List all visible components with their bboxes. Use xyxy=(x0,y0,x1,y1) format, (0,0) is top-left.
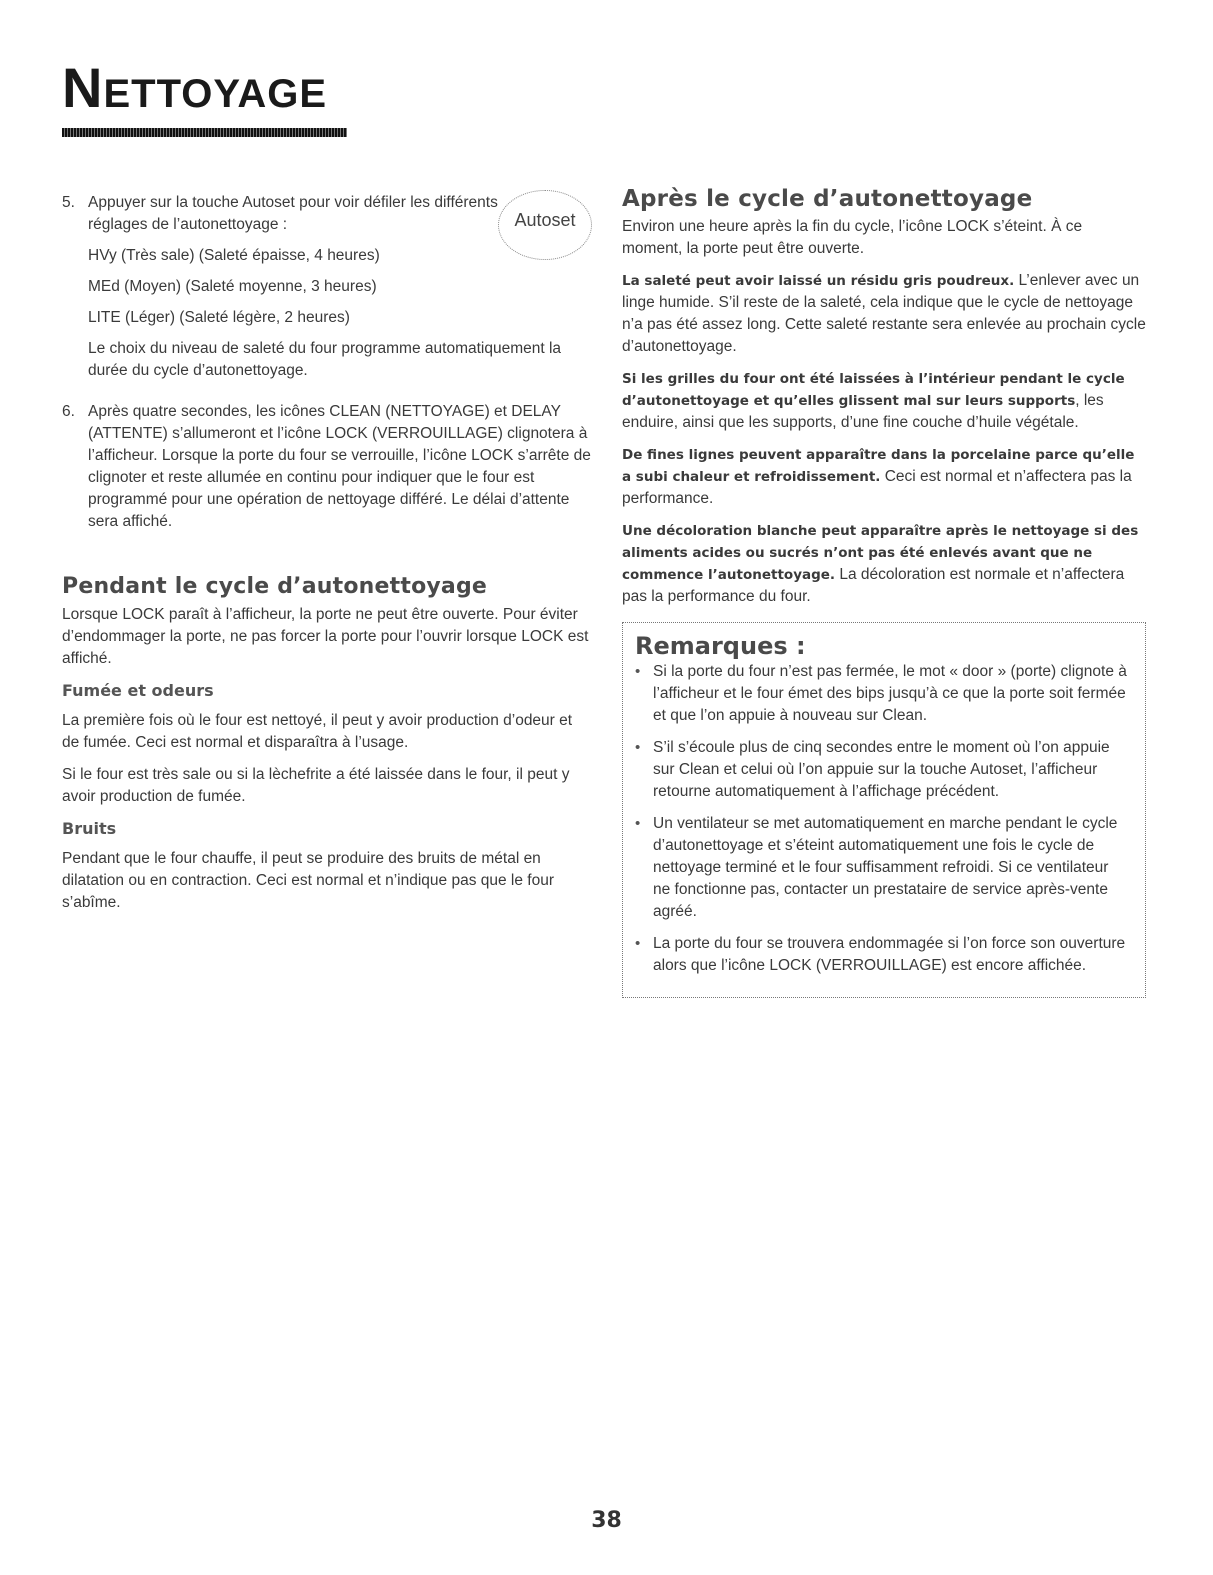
remark-item xyxy=(635,813,1127,923)
bullet-icon: • xyxy=(635,815,641,832)
page-title-initial: N xyxy=(62,56,104,119)
page-number: 38 xyxy=(591,1508,622,1533)
title-underline xyxy=(62,128,347,137)
remark-item xyxy=(635,661,1127,727)
step-5-intro: Appuyer sur la touche Autoset pour voir défiler les différents réglages de l’autonettoyage : xyxy=(88,194,498,233)
remarks-box xyxy=(622,622,1146,998)
setting-medium: MEd (Moyen) (Saleté moyenne, 3 heures) xyxy=(88,278,377,295)
heading-noises: Bruits xyxy=(62,819,117,838)
remarks-list xyxy=(635,661,1127,977)
step-6-body xyxy=(88,401,592,542)
right-column xyxy=(622,188,1146,998)
lines-rest: Ceci est normal et n’affectera pas la performance. xyxy=(622,468,1132,507)
setting-heavy: HVy (Très sale) (Saleté épaisse, 4 heures) xyxy=(88,247,380,264)
remark-item xyxy=(635,737,1127,803)
racks-rest: , les enduire, ainsi que les supports, d’une fine couche d’huile végétale. xyxy=(622,392,1104,431)
heading-smoke-odors: Fumée et odeurs xyxy=(62,681,214,700)
smoke-text-1: La première fois où le four est nettoyé, il peut y avoir production d’odeur et de fumée. Ceci est normal et disparaîtra à l’usage. xyxy=(62,712,573,751)
step-6-number: 6. xyxy=(62,403,75,420)
bullet-icon: • xyxy=(635,935,641,952)
after-cycle-intro: Environ une heure après la fin du cycle, l’icône LOCK s’éteint. À ce moment, la porte peut être ouverte. xyxy=(622,218,1083,257)
step-5-body xyxy=(88,192,592,391)
discoloration-lead: Une décoloration blanche peut apparaître après le nettoyage si des aliments acides ou sucrés n’ont pas été enlevés avant que ne commence l’autonettoyage. xyxy=(622,523,1139,583)
page-title xyxy=(62,56,328,119)
remark-text: La porte du four se trouvera endommagée si l’on force son ouverture alors que l’icône LOCK (VERROUILLAGE) est encore affichée. xyxy=(653,935,1126,974)
heading-after-cycle: Après le cycle d’autonettoyage xyxy=(622,186,1033,212)
page-title-rest: ETTOYAGE xyxy=(103,72,328,116)
after-paragraph-racks xyxy=(622,368,1146,434)
racks-lead: Si les grilles du four ont été laissées à l’intérieur pendant le cycle d’autonettoyage et qu’elles glissent mal sur leurs supports xyxy=(622,371,1125,409)
bullet-icon: • xyxy=(635,739,641,756)
remark-text: S’il s’écoule plus de cinq secondes entre le moment où l’on appuie sur Clean et celui où l’on appuie sur la touche Autoset, l’afficheur retourne automatiquement à l’affichage précédent. xyxy=(653,739,1110,800)
step-5 xyxy=(62,192,592,391)
step-6 xyxy=(62,401,592,542)
step-6-text: Après quatre secondes, les icônes CLEAN (NETTOYAGE) et DELAY (ATTENTE) s’allumeront et l’icône LOCK (VERROUILLAGE) clignotera à l’afficheur. Lorsque la porte du four se verrouille, l’icône LOCK s’arrête de clignoter et reste allumée en continu pour indiquer que le four est programmé pour une opération de nettoyage différé. Le délai d’attente sera affiché. xyxy=(88,403,591,530)
after-paragraph-discoloration xyxy=(622,520,1146,608)
residue-rest: L’enlever avec un linge humide. S’il reste de la saleté, cela indique que le cycle de nettoyage n’a pas été assez long. Cette saleté restante sera enlevée au prochain cycle d’autonettoyage. xyxy=(622,272,1146,355)
smoke-text-2: Si le four est très sale ou si la lèchefrite a été laissée dans le four, il peut y avoir production de fumée. xyxy=(62,766,570,805)
heading-during-cycle: Pendant le cycle d’autonettoyage xyxy=(62,574,488,599)
remarks-title: Remarques : xyxy=(635,632,806,660)
remark-item xyxy=(635,933,1127,977)
noises-text: Pendant que le four chauffe, il peut se produire des bruits de métal en dilatation ou en contraction. Ceci est normal et n’indique pas que le four s’abîme. xyxy=(62,850,554,911)
after-paragraph-residue xyxy=(622,270,1146,358)
discoloration-rest: La décoloration est normale et n’affectera pas la performance du four. xyxy=(622,566,1125,605)
bullet-icon: • xyxy=(635,663,641,680)
left-column xyxy=(62,192,592,924)
setting-light: LITE (Léger) (Saleté légère, 2 heures) xyxy=(88,309,350,326)
lines-lead: De fines lignes peuvent apparaître dans la porcelaine parce qu’elle a subi chaleur et refroidissement. xyxy=(622,447,1135,485)
remark-text: Un ventilateur se met automatiquement en marche pendant le cycle d’autonettoyage et s’éteint automatiquement une fois le cycle de nettoyage terminé et le four suffisamment refroidi. Si ce ventilateur ne fonctionne pas, contacter un prestataire de service après-vente agréé. xyxy=(653,815,1118,920)
remark-text: Si la porte du four n’est pas fermée, le mot « door » (porte) clignote à l’afficheur et le four émet des bips jusqu’à ce que la porte soit fermée et que l’on appuie à nouveau sur Clean. xyxy=(653,663,1127,724)
after-paragraph-lines xyxy=(622,444,1146,510)
during-cycle-text: Lorsque LOCK paraît à l’afficheur, la porte ne peut être ouverte. Pour éviter d’endommager la porte, ne pas forcer la porte pour l’ouvrir lorsque LOCK est affiché. xyxy=(62,606,589,667)
residue-lead: La saleté peut avoir laissé un résidu gris poudreux. xyxy=(622,273,1015,289)
step-5-note: Le choix du niveau de saleté du four programme automatiquement la durée du cycle d’autonettoyage. xyxy=(88,340,562,379)
autoset-key-label: Autoset xyxy=(514,210,576,230)
step-5-number: 5. xyxy=(62,194,75,211)
